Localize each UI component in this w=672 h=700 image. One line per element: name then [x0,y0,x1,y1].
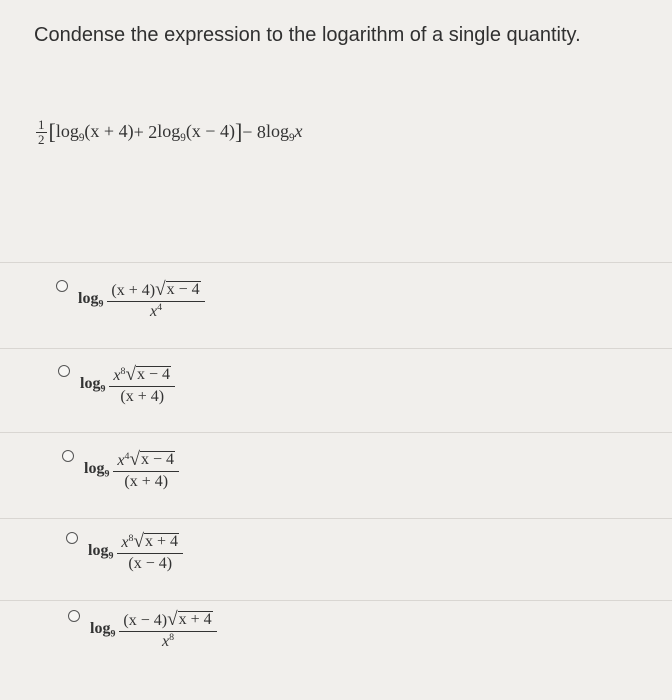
option-fraction [107,280,204,320]
option-fraction [117,532,183,572]
radio-button[interactable] [62,450,74,462]
option-math [90,610,217,650]
option-math [78,280,205,320]
denominator: (x − 4) [128,554,173,572]
answer-option-b[interactable] [58,365,175,405]
radio-button[interactable] [56,280,68,292]
question-text: Condense the expression to the logarithm of a single quantity. [34,24,581,46]
divider [0,518,672,519]
bracket-open: [ [48,119,56,145]
square-root: √ x − 4 [125,364,171,385]
log-label: $\log_9$ [88,542,114,562]
log-label: $\log_9$ [80,375,106,395]
divider [0,348,672,349]
option-math [80,365,175,405]
option-math [88,532,183,572]
answer-option-c[interactable] [62,450,179,490]
log-term-3: $\log_9x$ [265,120,303,144]
answer-option-e[interactable] [68,610,217,650]
answer-option-a[interactable] [56,280,205,320]
numerator: $x^8$ √ x + 4 [121,531,179,552]
coef-numerator: 1 [38,117,45,132]
denominator: (x + 4) [120,387,165,405]
option-fraction [119,610,216,650]
numerator: (x + 4) √ x − 4 [111,279,200,300]
option-math [84,450,179,490]
divider [0,432,672,433]
coefficient-fraction [36,118,47,146]
square-root: √ x − 4 [129,449,175,470]
log-label: $\log_9$ [84,460,110,480]
log-label: $\log_9$ [78,290,104,310]
divider [0,600,672,601]
plus-two: + 2 [133,121,158,142]
denominator: (x + 4) [124,472,169,490]
radio-button[interactable] [68,610,80,622]
minus-eight: − 8 [242,121,266,142]
radio-button[interactable] [66,532,78,544]
option-fraction [109,365,175,405]
radio-button[interactable] [58,365,70,377]
numerator: $x^4$ √ x − 4 [117,449,175,470]
log-label: $\log_9$ [90,620,116,640]
log-term-2: $\log_9(x - 4)$ [157,120,235,144]
denominator: $x^4$ [150,301,163,320]
coef-denominator: 2 [38,131,45,147]
option-fraction [113,450,179,490]
square-root: √ x − 4 [155,279,200,300]
square-root: √ x + 4 [133,531,179,552]
bracket-close: ] [234,119,243,145]
log-term-1: $\log_9(x + 4)$ [55,120,134,144]
numerator: (x − 4) √ x + 4 [123,609,212,630]
denominator: $x^8$ [162,631,175,650]
answer-option-d[interactable] [66,532,183,572]
numerator: $x^8$ √ x − 4 [113,364,171,385]
square-root: √ x + 4 [167,609,212,630]
expression [36,118,303,146]
divider [0,262,672,263]
